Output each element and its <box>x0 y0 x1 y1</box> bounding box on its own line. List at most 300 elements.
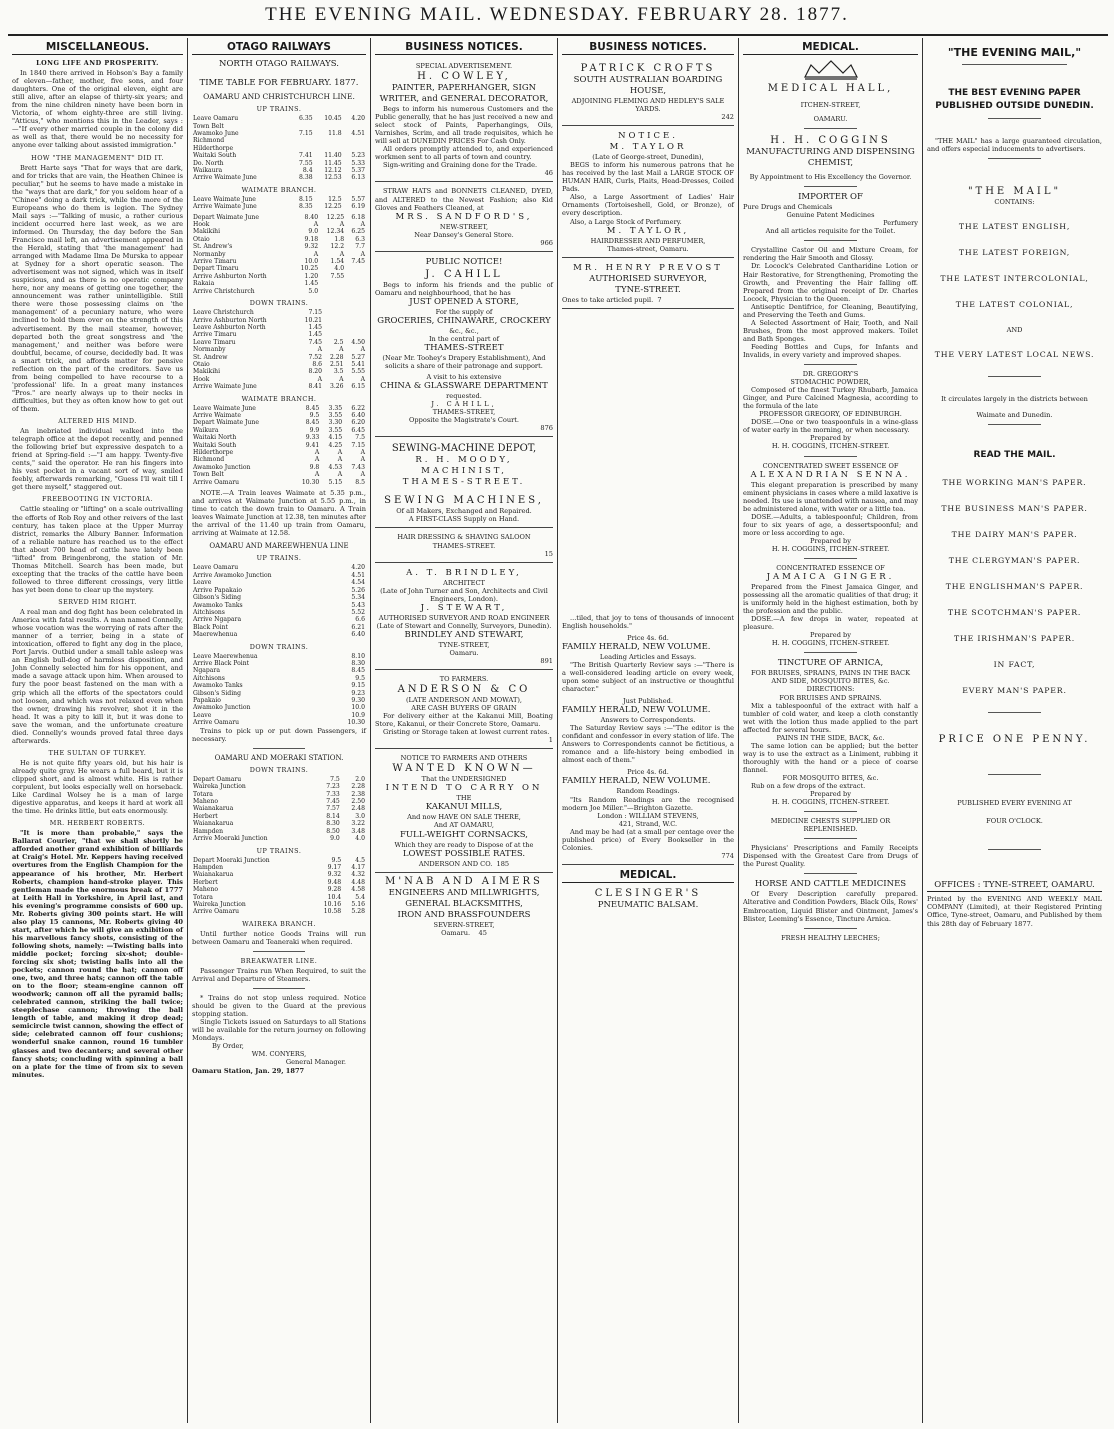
ad-body: Feeding Bottles and Cups, for Infants and Invalids, in every variety and improved shapes. <box>743 342 918 359</box>
timetable-row <box>192 587 366 594</box>
ad-name: WANTED KNOWN— <box>392 763 536 775</box>
station-name: Leave Waimate June <box>193 404 256 412</box>
time-value: 9.5 <box>331 856 342 864</box>
ad-title: NOTICE TO FARMERS AND OTHERS <box>400 754 528 763</box>
station-name: Totara <box>193 893 213 901</box>
timetable-note: NOTE.—A Train leaves Waimate at 5.35 p.m., and arrives at Waimate Junction at 5.55 p.m., in time to catch the down train to Oamaru. A Train leaves Waimate Junction at 12.38, ten minutes after the arrival of the 11.40 up train from Oamaru, arriving at Waimate at 12.58. <box>192 489 366 538</box>
ad-line: HAIRDRESSER AND PERFUMER, <box>590 236 706 245</box>
time-value: 6.45 <box>351 426 365 434</box>
timetable-row <box>192 137 366 144</box>
mail-circulation: "THE MAIL" has a large guaranteed circulation, and offers especial inducements to advertisers. <box>927 137 1102 154</box>
timetable-row <box>192 602 366 609</box>
ad-body: Composed of the finest Turkey Rhubarb, Jamaica Ginger, and Pure Calcined Magnesia, according to the formula of the late <box>743 386 918 411</box>
ad-body: For delivery either at the Kakanui Mill, Boating Store, Kakanui, or their Concrete Store, Oamaru. <box>375 712 553 729</box>
time-value <box>323 309 344 316</box>
time-value: 4.51 <box>351 571 365 579</box>
time-value: A <box>360 250 365 258</box>
advert-family-herald <box>562 611 734 865</box>
time-value: 6.6 <box>355 616 365 624</box>
time-value <box>323 317 344 324</box>
timetable-waimate <box>192 196 366 211</box>
paper-list-item: THE SCOTCHMAN'S PAPER. <box>947 608 1082 618</box>
timetable-row <box>192 331 366 338</box>
ad-line: IRON AND BRASSFOUNDERS <box>397 909 531 920</box>
ad-body: Begs to inform his friends and the public of Oamaru and neighbourhood, that he has <box>375 280 553 297</box>
time-value: 5.26 <box>351 586 365 594</box>
paper-list-item: IN FACT, <box>993 660 1036 670</box>
table-heading: DOWN TRAINS. <box>249 765 309 774</box>
station-name: Leave Maerewhenua <box>193 652 258 660</box>
ad-title: FRESH HEALTHY LEECHES; <box>781 933 880 942</box>
timetable-row <box>192 660 366 667</box>
time-value: 9.48 <box>327 878 342 886</box>
ad-line: For the supply of <box>435 307 493 316</box>
timetable-row <box>192 434 366 441</box>
column-mail-promo <box>923 38 1106 1423</box>
time-value: 3.55 <box>328 412 343 420</box>
timetable-row <box>192 471 366 478</box>
timetable-row <box>192 901 366 908</box>
ad-sign <box>375 860 553 868</box>
ad-number: 15 <box>544 549 553 558</box>
ad-line: Which they are ready to Dispose of at the <box>394 840 534 849</box>
hall-street: ITCHEN-STREET, <box>800 101 861 110</box>
timetable-row <box>192 273 366 280</box>
ad-line: Random Readings. <box>616 787 680 796</box>
time-value: 1.20 <box>304 272 319 280</box>
time-value: 10.30 <box>301 478 320 486</box>
time-value: 8.20 <box>308 368 323 376</box>
ad-title: DR. GREGORY'S <box>802 370 859 379</box>
table-heading: UP TRAINS. <box>256 105 302 114</box>
paper-list-item: THE WORKING MAN'S PAPER. <box>942 478 1087 488</box>
ad-name: PATRICK CROFTS <box>580 63 716 74</box>
ad-line: 421, Strand, W.C. <box>618 819 678 828</box>
timetable-row <box>192 160 366 167</box>
ad-line: PROFESSOR GREGORY, OF EDINBURGH. <box>759 410 902 419</box>
time-value: 12.12 <box>324 166 342 174</box>
time-value: 4.17 <box>351 863 365 871</box>
ad-line: AUTHORISED SURVEYOR AND ROAD ENGINEER <box>378 613 550 622</box>
time-value: 1.45 <box>308 323 323 331</box>
time-value: 9.23 <box>351 689 365 697</box>
time-value: A <box>360 221 365 229</box>
station-name: Leave Oamaru <box>193 564 239 572</box>
time-value: 7.41 <box>299 152 313 160</box>
station-name: Arrive Timaru <box>193 258 237 266</box>
ad-line: THAMES-STREET. <box>432 541 496 550</box>
time-value: 7.55 <box>330 272 345 280</box>
time-value: 9.17 <box>327 863 342 871</box>
column-railways <box>188 38 370 1423</box>
ad-line: Thames-street, Oamaru. <box>607 244 689 253</box>
time-value: 11.8 <box>328 129 342 137</box>
ad-number: 46 <box>544 169 553 178</box>
station-name: Makikihi <box>193 228 221 236</box>
column-header: MEDICAL. <box>743 40 918 55</box>
ad-body: Crystalline Castor Oil and Mixture Cream, for rendering the Hair Smooth and Glossy. <box>743 246 918 263</box>
time-value: 8.5 <box>355 478 365 486</box>
time-value <box>290 123 313 130</box>
station-name: Arrive Black Point <box>193 660 250 667</box>
table-heading: WAIREKA BRANCH. <box>242 919 316 928</box>
time-value: 2.48 <box>351 805 365 813</box>
timetable-row <box>192 712 366 719</box>
ad-price: Price 4s. 6d. <box>627 633 669 642</box>
time-value: A <box>337 456 343 464</box>
advert-brindley-stewart <box>375 565 553 670</box>
time-value: 8.50 <box>326 827 340 835</box>
ad-line: SOUTH AUSTRALIAN BOARDING HOUSE, <box>573 75 723 96</box>
ad-title: CONCENTRATED ESSENCE OF <box>776 563 885 572</box>
time-value: 5.23 <box>351 152 365 160</box>
station-name: Hampden <box>193 827 224 835</box>
timetable-note: * Trains do not stop unless required. Notice should be given to the Guard at the previous stopping station. <box>192 994 366 1019</box>
ad-sign: H. H. COGGINS, ITCHEN-STREET. <box>771 544 890 553</box>
ad-sign: H. H. COGGINS, ITCHEN-STREET. <box>771 442 890 451</box>
ad-price: Price 4s. 6d. <box>627 768 669 777</box>
time-value <box>345 309 366 316</box>
station-name: Makikihi <box>193 368 221 376</box>
advert-crofts <box>562 59 734 126</box>
ad-number: 876 <box>540 424 553 433</box>
ad-name: ALEXANDRIAN SENNA. <box>750 469 911 480</box>
ad-sign: M. TAYLOR, <box>606 225 690 236</box>
time-value: 7.45 <box>326 798 340 806</box>
time-value: 2.38 <box>351 790 365 798</box>
timetable-row <box>192 324 366 331</box>
time-value <box>314 123 343 130</box>
timetable-row <box>192 564 366 571</box>
time-value: 3.30 <box>328 419 343 427</box>
ad-body: Mix a tablespoonful of the extract with half a tumbler of cold water, and keep a cloth constantly wet with the lotion thus made applied to the part affected for several hours. <box>743 701 918 734</box>
station-name: Arrive Christchurch <box>193 287 255 295</box>
column-business-1 <box>371 38 557 1423</box>
time-value: 5.27 <box>351 353 365 361</box>
advert-wanted-known <box>375 751 553 872</box>
timetable-row <box>192 368 366 375</box>
mail-price: PRICE ONE PENNY. <box>938 734 1091 746</box>
time-value: 10.21 <box>304 316 323 324</box>
station-name: Maerewhenua <box>193 631 238 639</box>
station-name: Leave Waimate June <box>193 195 256 203</box>
time-value: 5.52 <box>351 608 365 616</box>
ad-line: Just Published. <box>623 697 673 706</box>
station-name: Arrive Waimate June <box>193 174 257 182</box>
section-header: MEDICAL. <box>562 868 734 883</box>
ad-title: HAIR DRESSING & SHAVING SALOON <box>397 533 531 542</box>
station-name: Arrive Ashburton North <box>193 316 267 324</box>
ad-number: 7 <box>657 295 662 304</box>
time-value: 4.48 <box>351 878 365 886</box>
time-value: 11.40 <box>324 152 342 160</box>
time-value: 4.58 <box>351 886 365 894</box>
time-value: 1.45 <box>304 280 319 288</box>
station-name: Normanby <box>193 250 226 258</box>
time-value: A <box>339 375 344 383</box>
station-name: Rakaia <box>193 280 215 288</box>
ad-body: Begs to inform his numerous Customers and the Public generally, that he has just received a new and select stock of Paints, Paperhangings, Oils, Varnishes, Scrim, and all trade requisites, which he will sell at DUNEDIN PRICES For Cash Only. <box>375 105 553 146</box>
signer-name: WM. CONYERS, <box>251 1050 307 1059</box>
signer-date: Oamaru Station, Jan. 29, 1877 <box>192 1066 305 1075</box>
time-value: 9.0 <box>308 228 319 236</box>
ad-line: TYNE-STREET, <box>438 640 490 649</box>
ad-line: THE <box>456 794 472 803</box>
time-value: 10.16 <box>323 900 342 908</box>
timetable-row <box>192 776 366 783</box>
ad-line: London : WILLIAM STEVENS, <box>597 811 699 820</box>
time-value: 7.15 <box>308 309 323 317</box>
time-value: 6.20 <box>351 419 365 427</box>
station-name: Waireka Junction <box>193 783 246 791</box>
ad-line: And AT OAMARU, <box>434 821 494 830</box>
time-value: 7.5 <box>355 434 365 442</box>
time-value: 3.5 <box>333 368 344 376</box>
time-value <box>345 273 366 280</box>
time-value: 8.40 <box>304 213 319 221</box>
time-value: 4.53 <box>328 463 343 471</box>
news-list-item: THE LATEST FOREIGN, <box>958 248 1071 258</box>
time-value: 6.40 <box>351 631 365 639</box>
time-value: 4.50 <box>351 338 365 346</box>
time-value: 9.41 <box>305 441 320 449</box>
ad-name: FAMILY HERALD, NEW VOLUME. <box>562 705 711 716</box>
ad-body: And may be had (at a small per centage over the published price) of Every Bookseller in the Colonies. <box>562 827 734 852</box>
time-value: 12.25 <box>326 213 345 221</box>
ad-line: ARE CASH BUYERS OF GRAIN <box>411 704 517 713</box>
station-name: Hampden <box>193 863 224 871</box>
timetable-row <box>192 317 366 324</box>
timetable-row <box>192 690 366 697</box>
time-value: 6.22 <box>351 404 365 412</box>
timetable-title: TIME TABLE FOR FEBRUARY. 1877. <box>199 78 359 88</box>
station-name: Arrive Waimate <box>193 412 241 420</box>
mail-published: FOUR O'CLOCK. <box>986 817 1043 826</box>
article-text: In 1840 there arrived in Hobson's Bay a family of eleven—father, mother, five sons, and four daughters. One of the original eleven, eight are still alive, after an elapse of thirty-six years; and from the nine children ninety have been born in Victoria, of whom eighty-three are still living. "Atticus," who mentions this in the Leader, says :—"If every other married couple in the colony did as well as that, there would be no necessity for anyone ever talking about assisted immigration." <box>12 69 183 150</box>
ad-line: ADJOINING FLEMING AND HEDLEY'S SALE YARDS. <box>571 97 725 114</box>
ad-line: Opposite the Magistrate's Court. <box>409 416 519 425</box>
timetable-row <box>192 857 366 864</box>
timetable-down <box>192 309 366 390</box>
ad-line: Prepared by <box>810 631 851 640</box>
section-title: NORTH OTAGO RAILWAYS. <box>219 59 339 69</box>
ad-line: Of all Makers, Exchanged and Repaired. <box>396 507 532 516</box>
advert-saloon <box>375 530 553 562</box>
time-value: A <box>317 375 323 383</box>
station-name: Ngapara <box>193 667 220 675</box>
ad-line: (LATE ANDERSON AND MOWAT), <box>405 696 523 705</box>
table-heading: DOWN TRAINS. <box>249 299 309 308</box>
ad-title: HORSE AND CATTLE MEDICINES <box>754 879 907 890</box>
time-value: 9.15 <box>351 682 365 690</box>
time-value: 10.0 <box>351 704 365 712</box>
ad-body: BEGS to inform his numerous patrons that he has received by the last Mail a LARGE STOCK OF HUMAN HAIR, Curls, Plaits, Head-Dresses, Coiled Pads. <box>562 161 734 194</box>
advert-clesinger <box>562 887 734 911</box>
timetable-row <box>192 427 366 434</box>
timetable-row <box>192 236 366 243</box>
hall-town: OAMARU. <box>813 115 848 124</box>
ad-line: Answers to Correspondents. <box>600 716 696 725</box>
paper-list-item: THE BUSINESS MAN'S PAPER. <box>941 504 1088 514</box>
time-value: 1.54 <box>330 258 345 266</box>
ad-line: MACHINIST, <box>421 466 507 477</box>
timetable-row <box>192 167 366 174</box>
time-value <box>323 331 344 338</box>
time-value: 6.40 <box>351 412 365 420</box>
ad-name: M. TAYLOR <box>609 142 687 153</box>
time-value: 8.45 <box>305 419 320 427</box>
time-value: 2.5 <box>333 338 344 346</box>
time-value: 5.41 <box>351 360 365 368</box>
ad-sign: H. H. COGGINS, ITCHEN-STREET. <box>771 798 890 807</box>
mail-districts: It circulates largely in the districts between <box>941 395 1088 404</box>
news-list-item: THE LATEST INTERCOLONIAL, <box>940 274 1089 284</box>
ad-line: AUTHORISED SURVEYOR, <box>589 273 707 284</box>
station-name: Richmond <box>193 137 225 145</box>
timetable-row <box>192 214 366 221</box>
mail-best: PUBLISHED OUTSIDE DUNEDIN. <box>935 101 1094 111</box>
time-value: A <box>314 471 320 479</box>
timetable-note: Passenger Trains run When Required, to suit the Arrival and Departure of Steamers. <box>192 966 366 984</box>
hall-name: MEDICAL HALL, <box>767 83 894 95</box>
station-name: St. Andrew <box>193 353 228 361</box>
timetable-row <box>192 376 366 383</box>
time-value: 4.0 <box>334 265 345 273</box>
article-heading: THE SULTAN OF TURKEY. <box>48 748 147 757</box>
timetable-row <box>192 115 366 122</box>
mail-offices: OFFICES : TYNE-STREET, OAMARU. <box>927 880 1102 892</box>
ad-addr: NEW-STREET, <box>439 222 489 231</box>
ad-title: SPECIAL ADVERTISEMENT. <box>415 62 513 70</box>
time-value: 3.0 <box>355 812 365 820</box>
ad-sign: J. CAHILL, <box>431 400 497 409</box>
ad-addr: Near Dansey's General Store. <box>414 230 514 239</box>
timetable-row <box>192 228 366 235</box>
time-value: 10.4 <box>327 893 342 901</box>
station-name: Normanby <box>193 346 226 354</box>
time-value: 8.45 <box>351 667 365 675</box>
time-value <box>290 145 313 152</box>
ad-body: Of Every Description carefully prepared. Alterative and Condition Powders, Black Oils, Rows' Embrocation, Liquid Blister and Ointment, James's Blister, Leeming's Essence, Tincture Arnica. <box>743 890 918 923</box>
time-value: A <box>313 221 319 229</box>
ad-line: Prepared by <box>810 434 851 443</box>
station-name: Depart Waimate June <box>193 419 259 427</box>
table-heading: WAIMATE BRANCH. <box>241 394 317 403</box>
ad-name: MRS. SANDFORD'S, <box>395 211 533 222</box>
timetable-row <box>192 196 366 203</box>
ad-line: Prepared by <box>810 536 851 545</box>
paper-list-item: EVERY MAN'S PAPER. <box>962 686 1067 696</box>
time-value: 5.34 <box>351 594 365 602</box>
masthead-title: THE EVENING MAIL. WEDNESDAY. FEBRUARY 28. 1877. <box>265 4 849 25</box>
advert-mnab <box>375 875 553 937</box>
time-value: 3.26 <box>329 383 344 391</box>
station-name: Gibson's Siding <box>193 594 241 602</box>
station-name: Leave Timaru <box>193 338 236 346</box>
ad-line: JUST OPENED A STORE, <box>409 296 519 307</box>
advert-sandford <box>375 184 553 251</box>
ad-body: STRAW HATS and BONNETS CLEANED, DYED, and ALTERED to the Newest Fashion; also Kid Gloves and Feathers Cleaned, at <box>375 187 553 212</box>
ad-line: (Late of Stewart and Connelly, Surveyors, Dunedin). <box>376 621 552 630</box>
ad-number: 774 <box>721 851 734 860</box>
article-text: "It is more than probable," says the Ballarat Courier, "that we shall shortly be afforded another grand exhibition of billiards at Craig's Hotel. Mr. Keppers having received overtures from the English Champion for the appearance of his brother, Mr. Herbert Roberts, champion hand-stroke player. This gentleman made the enormous break of 1777 at Leith Hall in Yorkshire, in April last, and his evening's programme consists of 600 up. Mr. Roberts giving 300 points start. He will also play 15 cannons, Mr. Roberts giving 40 start, after which he will give an exhibition of his marvellous fancy shots, consisting of the following shots, namely: —Twisting balls into middle pocket; forcing six-shot; double-forcing six shot; twisting balls into all the pockets; cannon round the hat; cannon off one, two, and three hats; cannon off the table on to the floor; steam-engine cannon off woodwork; cannon off all the pyramid balls; celebrated cannon, striking the ball twice; steeplechase cannon; throwing the ball length of table, and making it drop dead; semicircle twist cannon, showing the effect of side; celebrated cannon off four cushions; wonderful snake cannon, round 16 tumbler glasses and two decanters; and several other fancy shots; concluding with spinning a ball on a plate for the time of from six to seven minutes. <box>12 829 183 1079</box>
station-name: Gibson's Siding <box>193 689 241 697</box>
timetable-up <box>192 115 366 182</box>
news-list-item: THE VERY LATEST LOCAL NEWS. <box>934 350 1095 360</box>
station-name: Awamoko Tanks <box>193 682 243 690</box>
time-value <box>314 137 343 144</box>
ad-title: MEDICINE CHESTS SUPPLIED OR REPLENISHED. <box>770 817 891 834</box>
ad-line: MANUFACTURING AND DISPENSING CHEMIST, <box>746 147 915 169</box>
timetable-row <box>192 412 366 419</box>
ad-line: Perfumery <box>883 219 918 228</box>
table-heading: UP TRAINS. <box>256 846 302 855</box>
time-value: 10.30 <box>347 719 365 727</box>
time-value: 4.54 <box>351 579 365 587</box>
time-value: 6.15 <box>351 383 365 391</box>
ad-number: 242 <box>721 113 734 122</box>
time-value: 5.43 <box>351 601 365 609</box>
mail-best: THE BEST EVENING PAPER <box>948 88 1081 98</box>
station-name: Depart Moeraki Junction <box>193 856 270 864</box>
station-name: Black Point <box>193 623 228 631</box>
station-name: Waianakarua <box>193 820 234 828</box>
station-name: Awamoko Junction <box>193 704 251 712</box>
station-name: Do. North <box>193 159 224 167</box>
article-text: A real man and dog fight has been celebrated in America with fatal results. A man named Connelly, whose vocation was the worrying of rats after the manner of a terrier, being in a state of intoxication, offered to fight any dog in the place, Port Jarvis. Outbid under a small table asleep was an English bull-dog of harmless disposition, and John Connelly selected him for his opponent, and made a savage attack upon him. When aroused to fury the poor beast fastened on the man with a grip which all the efforts of the spectators could not loosen, and which was not relaxed even when the owner, drawing his revolver, shot it in the head. It was a pity to kill it, but it was done to save the woman, and the unfortunate creature died. Connelly's wounds proved fatal three days afterwards. <box>12 608 183 745</box>
timetable-row <box>192 631 366 638</box>
time-value: 5.16 <box>351 900 365 908</box>
station-name: Depart Oamaru <box>193 775 242 783</box>
time-value: 3.48 <box>351 827 365 835</box>
ad-line: GENERAL BLACKSMITHS, <box>405 898 523 909</box>
time-value: 8.45 <box>305 404 320 412</box>
timetable-row <box>192 616 366 623</box>
ad-body: Rub on a few drops of the extract. <box>751 782 866 791</box>
station-name: St. Andrew's <box>193 243 233 251</box>
time-value <box>314 145 343 152</box>
ad-line: &c., &c., <box>449 326 479 335</box>
time-value <box>345 317 366 324</box>
time-value <box>319 288 345 295</box>
timetable-row <box>192 871 366 878</box>
ad-line: KAKANUI MILLS, <box>425 802 503 813</box>
advert-taylor <box>562 128 734 258</box>
ad-line: (Near Mr. Toohey's Drapery Establishment), And solicits a share of their patronage and support. <box>382 353 546 371</box>
ad-line: A visit to his extensive <box>426 373 502 382</box>
ad-body: "The British Quarterly Review says :—"There is a well-considered leading article on every week, upon some subject of an instructive or thoughtful character." <box>562 660 734 694</box>
time-value: 5.37 <box>351 166 365 174</box>
time-value <box>319 280 345 287</box>
timetable-row <box>192 879 366 886</box>
station-name: Herbert <box>193 878 218 886</box>
signoff: By Order, <box>212 1042 244 1051</box>
time-value: 2.28 <box>351 783 365 791</box>
time-value: 4.5 <box>355 856 365 864</box>
time-value: A <box>360 346 365 354</box>
article-text: An inebriated individual walked into the telegraph office at the depot recently, and penned the following brief but expressive despatch to a friend at Spring-field :—"I am happy. Twenty-five cents," said the operator. He ran his fingers into his vest pocket in a vacant sort of way, smiled feebly, afterwards remarking, "Guess I'll wait till I get there myself," staggered out. <box>12 427 183 492</box>
article-heading: ALTERED HIS MIND. <box>58 417 137 426</box>
time-value: 6.35 <box>299 115 313 123</box>
station-name: Arrive Oamaru <box>193 719 240 727</box>
mail-contains-title: "THE MAIL" <box>967 186 1062 198</box>
time-value: A <box>360 471 365 479</box>
ad-line: Prepared by <box>810 790 851 799</box>
advert-anderson <box>375 672 553 749</box>
ad-line: PAINS IN THE SIDE, BACK, &c. <box>776 733 885 742</box>
time-value: 4.32 <box>351 871 365 879</box>
time-value: 8.30 <box>326 820 340 828</box>
